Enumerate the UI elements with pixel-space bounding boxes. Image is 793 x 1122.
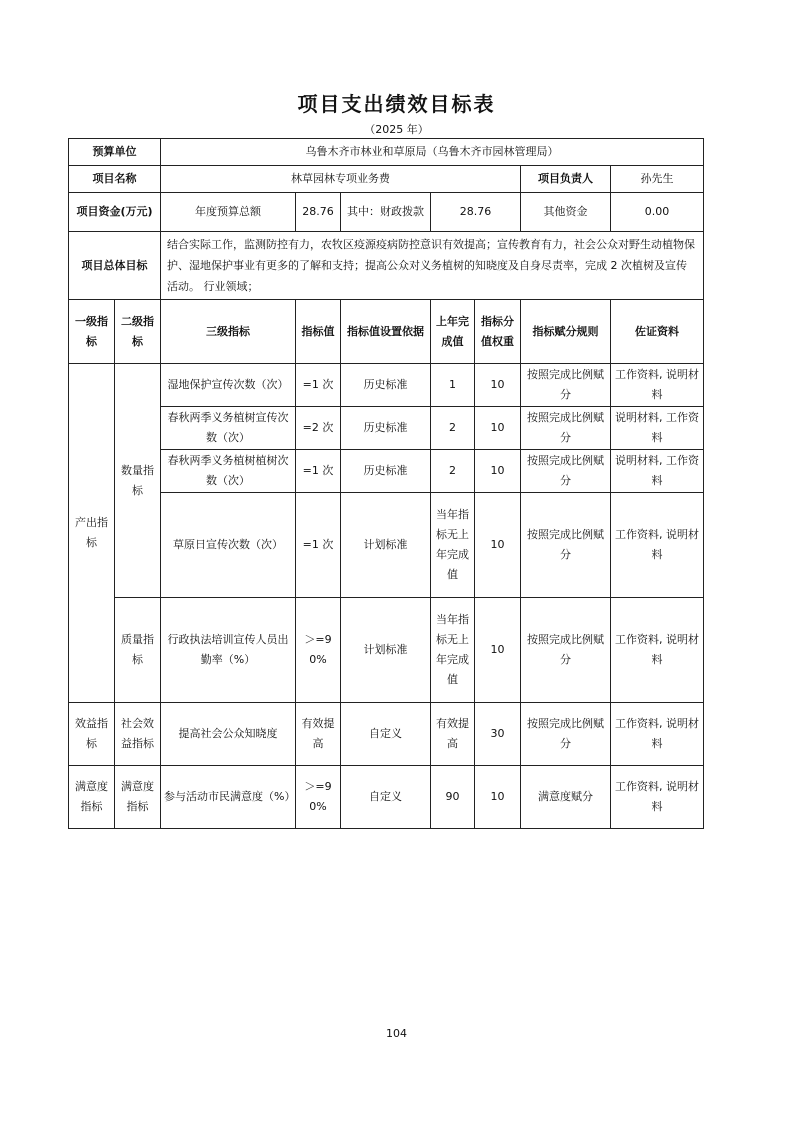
indicator-evidence: 工作资料, 说明材料 bbox=[611, 598, 704, 703]
header-rule: 指标赋分规则 bbox=[521, 300, 611, 364]
other-value: 0.00 bbox=[611, 193, 704, 232]
header-l3: 三级指标 bbox=[161, 300, 296, 364]
indicator-name: 春秋两季义务植树宣传次数（次） bbox=[161, 407, 296, 450]
indicator-value: ＞=90% bbox=[296, 598, 341, 703]
group-quantity: 数量指标 bbox=[115, 364, 161, 598]
indicator-evidence: 工作资料, 说明材料 bbox=[611, 493, 704, 598]
indicator-rule: 按照完成比例赋分 bbox=[521, 364, 611, 407]
indicator-basis: 计划标准 bbox=[341, 598, 431, 703]
indicator-value: =1 次 bbox=[296, 450, 341, 493]
header-value: 指标值 bbox=[296, 300, 341, 364]
other-label: 其他资金 bbox=[521, 193, 611, 232]
indicator-last: 2 bbox=[431, 450, 475, 493]
indicator-last: 2 bbox=[431, 407, 475, 450]
row-name bbox=[69, 166, 704, 193]
indicator-rule: 按照完成比例赋分 bbox=[521, 450, 611, 493]
row-goal bbox=[69, 232, 704, 300]
group-output: 产出指标 bbox=[69, 364, 115, 703]
indicator-last: 90 bbox=[431, 766, 475, 829]
indicator-name: 行政执法培训宣传人员出勤率（%） bbox=[161, 598, 296, 703]
row-unit bbox=[69, 139, 704, 166]
indicator-name: 春秋两季义务植树植树次数（次） bbox=[161, 450, 296, 493]
unit-label: 预算单位 bbox=[69, 139, 161, 166]
header-row bbox=[69, 300, 704, 364]
indicator-rule: 满意度赋分 bbox=[521, 766, 611, 829]
indicator-evidence: 工作资料, 说明材料 bbox=[611, 364, 704, 407]
owner-value: 孙先生 bbox=[611, 166, 704, 193]
table-row bbox=[69, 703, 704, 766]
group-satisfaction-2: 满意度指标 bbox=[115, 766, 161, 829]
indicator-evidence: 说明材料, 工作资料 bbox=[611, 450, 704, 493]
indicator-weight: 10 bbox=[475, 407, 521, 450]
indicator-weight: 10 bbox=[475, 598, 521, 703]
table-row bbox=[69, 598, 704, 703]
indicator-name: 参与活动市民满意度（%） bbox=[161, 766, 296, 829]
indicator-last: 当年指标无上年完成值 bbox=[431, 493, 475, 598]
fiscal-value: 28.76 bbox=[431, 193, 521, 232]
indicator-weight: 10 bbox=[475, 364, 521, 407]
document-year: （2025 年） bbox=[364, 123, 429, 136]
indicator-rule: 按照完成比例赋分 bbox=[521, 407, 611, 450]
indicator-basis: 计划标准 bbox=[341, 493, 431, 598]
table-row bbox=[69, 493, 704, 598]
indicator-rule: 按照完成比例赋分 bbox=[521, 493, 611, 598]
table-row bbox=[69, 407, 704, 450]
funds-label: 项目资金(万元) bbox=[69, 193, 161, 232]
indicator-value: =2 次 bbox=[296, 407, 341, 450]
header-evidence: 佐证资料 bbox=[611, 300, 704, 364]
row-funds bbox=[69, 193, 704, 232]
indicator-basis: 自定义 bbox=[341, 766, 431, 829]
indicator-rule: 按照完成比例赋分 bbox=[521, 598, 611, 703]
indicator-basis: 历史标准 bbox=[341, 407, 431, 450]
header-l1: 一级指标 bbox=[69, 300, 115, 364]
document-title: 项目支出绩效目标表 bbox=[297, 92, 496, 116]
indicator-name: 湿地保护宣传次数（次） bbox=[161, 364, 296, 407]
indicator-last: 当年指标无上年完成值 bbox=[431, 598, 475, 703]
group-quality: 质量指标 bbox=[115, 598, 161, 703]
indicator-weight: 30 bbox=[475, 703, 521, 766]
owner-label: 项目负责人 bbox=[521, 166, 611, 193]
indicator-value: =1 次 bbox=[296, 493, 341, 598]
indicator-value: =1 次 bbox=[296, 364, 341, 407]
group-social: 社会效益指标 bbox=[115, 703, 161, 766]
indicator-name: 提高社会公众知晓度 bbox=[161, 703, 296, 766]
table-row bbox=[69, 766, 704, 829]
indicator-value: 有效提高 bbox=[296, 703, 341, 766]
annual-label: 年度预算总额 bbox=[161, 193, 296, 232]
table-row bbox=[69, 364, 704, 407]
indicator-value: ＞=90% bbox=[296, 766, 341, 829]
fiscal-label: 其中：财政拨款 bbox=[341, 193, 431, 232]
goal-label: 项目总体目标 bbox=[69, 232, 161, 300]
indicator-basis: 历史标准 bbox=[341, 450, 431, 493]
indicator-weight: 10 bbox=[475, 766, 521, 829]
indicator-basis: 历史标准 bbox=[341, 364, 431, 407]
unit-value: 乌鲁木齐市林业和草原局（乌鲁木齐市园林管理局） bbox=[161, 139, 704, 166]
indicator-evidence: 说明材料, 工作资料 bbox=[611, 407, 704, 450]
indicator-last: 有效提高 bbox=[431, 703, 475, 766]
table-row bbox=[69, 450, 704, 493]
indicator-name: 草原日宣传次数（次） bbox=[161, 493, 296, 598]
indicator-evidence: 工作资料, 说明材料 bbox=[611, 766, 704, 829]
name-label: 项目名称 bbox=[69, 166, 161, 193]
header-basis: 指标值设置依据 bbox=[341, 300, 431, 364]
group-satisfaction: 满意度指标 bbox=[69, 766, 115, 829]
group-benefit: 效益指标 bbox=[69, 703, 115, 766]
goal-value: 结合实际工作，监测防控有力，农牧区疫源疫病防控意识有效提高；宣传教育有力，社会公众对野生动植物保护、湿地保护事业有更多的了解和支持；提高公众对义务植树的知晓度及自身尽责率，完成 2 次植树及宣传活动。 行业领域； bbox=[161, 232, 704, 300]
page-number: 104 bbox=[386, 1027, 407, 1040]
indicator-weight: 10 bbox=[475, 493, 521, 598]
header-weight: 指标分值权重 bbox=[475, 300, 521, 364]
header-last: 上年完成值 bbox=[431, 300, 475, 364]
annual-value: 28.76 bbox=[296, 193, 341, 232]
indicator-basis: 自定义 bbox=[341, 703, 431, 766]
indicator-evidence: 工作资料, 说明材料 bbox=[611, 703, 704, 766]
header-l2: 二级指标 bbox=[115, 300, 161, 364]
indicator-weight: 10 bbox=[475, 450, 521, 493]
performance-table bbox=[68, 138, 704, 829]
name-value: 林草园林专项业务费 bbox=[161, 166, 521, 193]
indicator-rule: 按照完成比例赋分 bbox=[521, 703, 611, 766]
indicator-last: 1 bbox=[431, 364, 475, 407]
